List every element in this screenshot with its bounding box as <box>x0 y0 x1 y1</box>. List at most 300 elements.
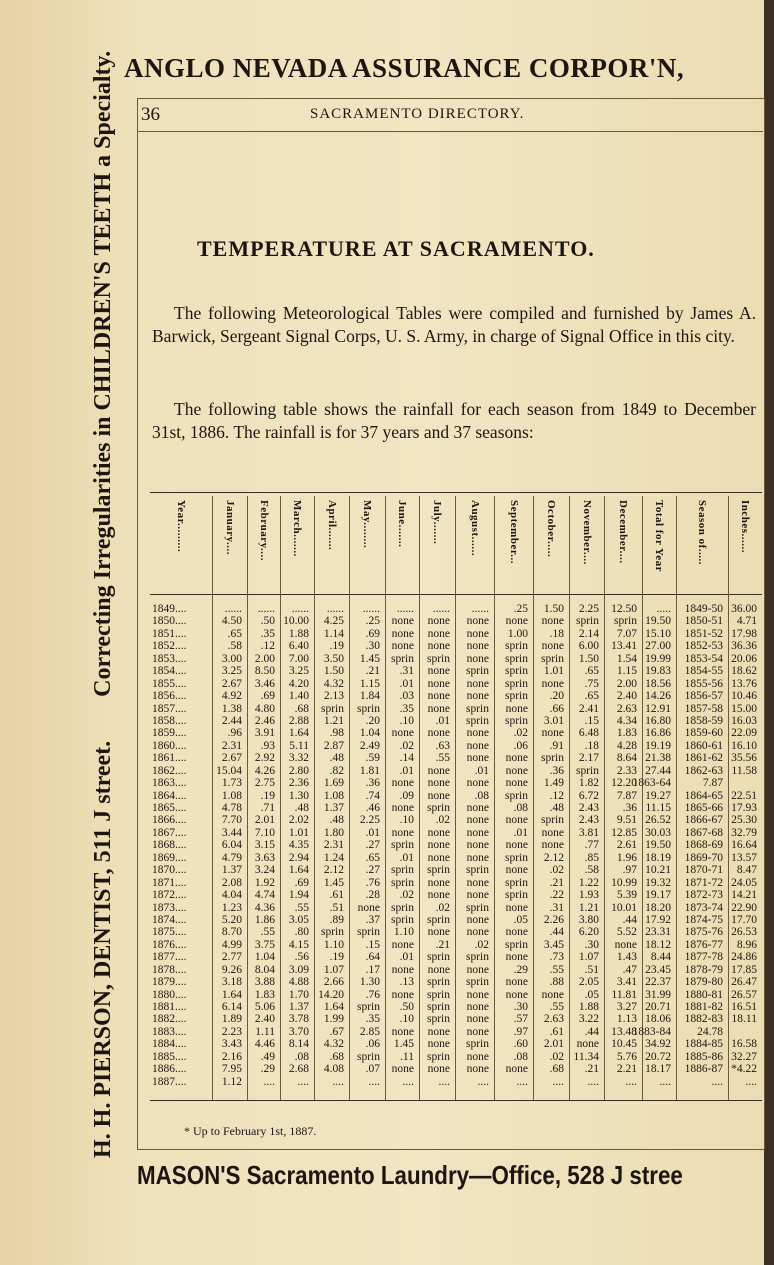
rainfall-cell: 6.48 <box>578 727 599 740</box>
rainfall-cell: 4.35 <box>288 839 309 852</box>
table-row <box>152 765 760 777</box>
rainfall-cell: 1.50 <box>578 652 599 665</box>
rainfall-cell: .... <box>438 1075 450 1088</box>
rainfall-cell: .08 <box>294 1050 309 1063</box>
rainfall-cell: .57 <box>513 1013 528 1026</box>
rainfall-cell: sprin <box>427 802 450 814</box>
rainfall-cell: none <box>391 938 414 951</box>
table-row <box>152 827 760 839</box>
rainfall-cell: 1.37 <box>323 802 344 814</box>
rainfall-cell: sprin <box>466 702 489 715</box>
rainfall-cell: 1.84 <box>359 690 380 703</box>
rainfall-cell: 2.13 <box>323 690 344 703</box>
year-cell: 1878.... <box>152 963 187 976</box>
rainfall-cell: 1.07 <box>578 951 599 964</box>
table-row <box>152 989 760 1001</box>
rainfall-cell: 4.71 <box>736 615 757 628</box>
rainfall-cell: .65 <box>584 665 599 678</box>
rainfall-cell: .75 <box>584 677 599 690</box>
rainfall-cell: .55 <box>549 1001 564 1013</box>
rainfall-cell: none <box>427 627 450 640</box>
rainfall-cell: .29 <box>260 1063 275 1076</box>
rainfall-cell: 3.43 <box>221 1038 242 1051</box>
rainfall-cell: sprin <box>505 652 528 665</box>
year-cell: 1877.... <box>152 951 187 964</box>
rainfall-cell: none <box>505 814 528 827</box>
rainfall-cell: 18.11 <box>731 1013 757 1026</box>
rainfall-cell: none <box>466 1025 489 1038</box>
rainfall-cell: 1.30 <box>288 789 309 802</box>
rainfall-cell: 17.85 <box>731 963 757 976</box>
rainfall-cell: .... <box>711 1075 723 1088</box>
rainfall-cell: .10 <box>399 714 414 727</box>
rainfall-cell: .58 <box>584 864 599 877</box>
rainfall-cell: 4.04 <box>221 889 242 902</box>
rainfall-cell: 18.06 <box>645 1013 671 1026</box>
table-row <box>152 628 760 640</box>
rainfall-cell: .35 <box>399 702 414 715</box>
rainfall-cell: 1.49 <box>543 777 564 790</box>
rainfall-cell: none <box>466 652 489 665</box>
rainfall-cell: .11 <box>400 1050 414 1063</box>
rainfall-cell: 2.41 <box>578 702 599 715</box>
rainfall-cell: 1.01 <box>288 826 309 839</box>
rainfall-cell: .30 <box>513 1001 528 1013</box>
rainfall-cell: 3.75 <box>254 938 275 951</box>
table-header-rule <box>150 594 762 595</box>
rainfall-cell: none <box>576 1038 599 1051</box>
rainfall-cell: none <box>466 690 489 703</box>
rainfall-cell: .47 <box>622 963 637 976</box>
page-number: 36 <box>141 104 160 125</box>
rainfall-cell: 1.73 <box>221 777 242 790</box>
rainfall-cell: .03 <box>399 690 414 703</box>
rainfall-cell: .89 <box>329 913 344 926</box>
rainfall-cell: 1853-54 <box>684 652 723 665</box>
rainfall-cell: 13.57 <box>731 851 757 864</box>
rainfall-cell: .... <box>297 1075 309 1088</box>
rainfall-cell: .48 <box>549 802 564 814</box>
rainfall-cell: sprin <box>541 752 564 765</box>
page-title: TEMPERATURE AT SACRAMENTO. <box>197 236 595 261</box>
rainfall-cell: 8.50 <box>254 665 275 678</box>
rainfall-cell: 15.00 <box>731 702 757 715</box>
rainfall-cell: .... <box>745 1075 757 1088</box>
rainfall-cell: .22 <box>549 889 564 902</box>
page-edge <box>764 0 774 1265</box>
table-column-header <box>324 500 344 592</box>
rainfall-cell: none <box>391 826 414 839</box>
rainfall-cell: .13 <box>399 976 414 989</box>
rainfall-cell: 2.68 <box>288 1063 309 1076</box>
year-cell: 1872.... <box>152 889 187 902</box>
rainfall-cell: 26.57 <box>731 988 757 1001</box>
rainfall-cell: 1855-56 <box>684 677 723 690</box>
rainfall-cell: .08 <box>513 1050 528 1063</box>
rainfall-cell: .59 <box>365 752 380 765</box>
rainfall-cell: .21 <box>584 1063 599 1076</box>
rainfall-cell: 5.06 <box>254 1001 275 1013</box>
rainfall-cell: 2.14 <box>578 627 599 640</box>
rainfall-cell: none <box>466 913 489 926</box>
rainfall-cell: .05 <box>513 913 528 926</box>
rainfall-cell: .68 <box>294 702 309 715</box>
rainfall-cell: 6.40 <box>288 640 309 653</box>
rainfall-cell: none <box>505 926 528 939</box>
column-header-label: December.... <box>617 500 629 564</box>
rainfall-cell: 19.99 <box>645 652 671 665</box>
rainfall-cell: 2.43 <box>578 802 599 814</box>
rainfall-cell: none <box>466 926 489 939</box>
rainfall-cell: none <box>427 690 450 703</box>
rainfall-cell: .80 <box>294 926 309 939</box>
rainfall-cell: none <box>427 727 450 740</box>
year-cell: 1852.... <box>152 640 187 653</box>
rainfall-cell: none <box>427 839 450 852</box>
table-row <box>152 1076 760 1088</box>
rainfall-cell: 3.45 <box>543 938 564 951</box>
rainfall-cell: none <box>391 1025 414 1038</box>
rainfall-cell: sprin <box>505 665 528 678</box>
rainfall-cell: 22.09 <box>731 727 757 740</box>
rainfall-cell: 2.05 <box>578 976 599 989</box>
table-row <box>152 1001 760 1013</box>
rainfall-cell: 14.20 <box>318 988 344 1001</box>
rainfall-cell: 17.92 <box>645 913 671 926</box>
rainfall-cell: 1.00 <box>507 627 528 640</box>
table-row <box>152 727 760 739</box>
rainfall-cell: 1.80 <box>323 826 344 839</box>
rainfall-cell: .12 <box>260 640 275 653</box>
table-row <box>152 1051 760 1063</box>
rainfall-cell: .60 <box>513 1038 528 1051</box>
rainfall-cell: .29 <box>513 963 528 976</box>
rainfall-cell: sprin <box>541 652 564 665</box>
rainfall-cell: .69 <box>365 627 380 640</box>
rainfall-cell: sprin <box>505 851 528 864</box>
rainfall-cell: 1867-68 <box>684 826 723 839</box>
rainfall-cell: .20 <box>549 690 564 703</box>
rainfall-cell: 1872-73 <box>684 889 723 902</box>
table-row <box>152 914 760 926</box>
rainfall-cell: none <box>427 851 450 864</box>
rainfall-cell: 34.92 <box>645 1038 671 1051</box>
year-cell: 1881.... <box>152 1001 187 1013</box>
rainfall-cell: none <box>391 627 414 640</box>
rainfall-cell: none <box>466 615 489 628</box>
column-header-label: September... <box>507 500 520 564</box>
rainfall-cell: none <box>541 727 564 740</box>
rainfall-cell: .48 <box>329 752 344 765</box>
rainfall-cell: .65 <box>584 690 599 703</box>
rainfall-cell: ...... <box>396 603 414 615</box>
rainfall-cell: 12.85 <box>611 826 637 839</box>
year-cell: 1865.... <box>152 802 187 814</box>
table-column-header <box>359 500 379 592</box>
rainfall-cell: 24.78 <box>697 1025 723 1038</box>
column-header-label: Year......... <box>175 500 187 553</box>
rainfall-cell: ...... <box>432 603 450 615</box>
rainfall-cell: sprin <box>357 1050 380 1063</box>
rainfall-cell: .20 <box>365 714 380 727</box>
rainfall-cell: .55 <box>549 963 564 976</box>
rainfall-cell: 3.18 <box>221 976 242 989</box>
rainfall-cell: 8.04 <box>254 963 275 976</box>
rainfall-cell: none <box>427 963 450 976</box>
rainfall-cell: 1875-76 <box>684 926 723 939</box>
top-advertisement: ANGLO NEVADA ASSURANCE CORPOR'N, <box>124 53 685 83</box>
rainfall-cell: none <box>427 777 450 790</box>
rainfall-cell: 1863-64 <box>632 777 671 790</box>
rainfall-cell: 3.80 <box>578 913 599 926</box>
column-header-label: March....... <box>291 500 303 557</box>
rainfall-cell: 23.45 <box>645 963 671 976</box>
rainfall-cell: .96 <box>227 727 242 740</box>
rainfall-cell: 7.07 <box>616 627 637 640</box>
rainfall-cell: 1878-79 <box>684 963 723 976</box>
rainfall-cell: none <box>466 727 489 740</box>
rainfall-cell: 2.94 <box>288 851 309 864</box>
table-row <box>152 703 760 715</box>
year-cell: 1870.... <box>152 864 187 877</box>
rainfall-cell: none <box>427 1063 450 1076</box>
rainfall-cell: 5.39 <box>616 889 637 902</box>
rainfall-cell: 2.49 <box>359 739 380 752</box>
rainfall-cell: 1851-52 <box>684 627 723 640</box>
rainfall-cell: .63 <box>435 739 450 752</box>
rainfall-cell: 1.83 <box>616 727 637 740</box>
table-row <box>152 615 760 627</box>
rainfall-cell: 2.01 <box>543 1038 564 1051</box>
rainfall-cell: 1.15 <box>359 677 380 690</box>
rainfall-cell: 18.17 <box>645 1063 671 1076</box>
rainfall-cell: ...... <box>471 603 489 615</box>
year-cell: 1849.... <box>152 603 187 615</box>
year-cell: 1851.... <box>152 627 187 640</box>
rainfall-cell: 3.50 <box>323 652 344 665</box>
rainfall-cell: 1.54 <box>616 652 637 665</box>
table-row <box>152 1026 760 1038</box>
rainfall-cell: 1.64 <box>323 1001 344 1013</box>
rainfall-cell: .93 <box>260 739 275 752</box>
rainfall-cell: 6.14 <box>221 1001 242 1013</box>
table-row <box>152 939 760 951</box>
rainfall-cell: none <box>427 640 450 653</box>
rainfall-cell: 4.20 <box>288 677 309 690</box>
rainfall-cell: 1.01 <box>543 665 564 678</box>
rainfall-cell: .02 <box>513 727 528 740</box>
rainfall-cell: .02 <box>549 1050 564 1063</box>
rainfall-cell: 3.63 <box>254 851 275 864</box>
rainfall-cell: none <box>427 702 450 715</box>
rainfall-cell: sprin <box>427 913 450 926</box>
rainfall-cell: .61 <box>549 1025 564 1038</box>
rainfall-cell: 2.31 <box>221 739 242 752</box>
rainfall-cell: .55 <box>260 926 275 939</box>
rainfall-cell: .55 <box>294 901 309 914</box>
rainfall-cell: .19 <box>329 951 344 964</box>
rainfall-cell: 4.74 <box>254 889 275 902</box>
rainfall-cell: 15.04 <box>216 764 242 777</box>
rainfall-cell: 4.32 <box>323 677 344 690</box>
rainfall-cell: .21 <box>365 665 380 678</box>
rainfall-cell: 32.79 <box>731 826 757 839</box>
rainfall-cell: .35 <box>365 1013 380 1026</box>
column-header-label: Inches...... <box>739 500 751 554</box>
rainfall-cell: none <box>466 739 489 752</box>
rainfall-cell: .48 <box>294 802 309 814</box>
rainfall-cell: 12.20 <box>611 777 637 790</box>
year-cell: 1855.... <box>152 677 187 690</box>
table-row <box>152 665 760 677</box>
year-cell: 1884.... <box>152 1038 187 1051</box>
rainfall-cell: 1.10 <box>393 926 414 939</box>
rainfall-cell: 1.07 <box>323 963 344 976</box>
rainfall-cell: 26.52 <box>645 814 671 827</box>
year-cell: 1866.... <box>152 814 187 827</box>
rainfall-cell: .50 <box>399 1001 414 1013</box>
rainfall-cell: sprin <box>466 1038 489 1051</box>
rainfall-cell: sprin <box>466 665 489 678</box>
rainfall-cell: 2.63 <box>616 702 637 715</box>
rainfall-cell: 3.81 <box>578 826 599 839</box>
rainfall-cell: 2.40 <box>616 690 637 703</box>
rainfall-cell: none <box>466 677 489 690</box>
rainfall-cell: 9.51 <box>616 814 637 827</box>
rainfall-cell: 2.16 <box>221 1050 242 1063</box>
rainfall-cell: 3.24 <box>254 864 275 877</box>
year-cell: 1859.... <box>152 727 187 740</box>
rainfall-cell: 1.64 <box>221 988 242 1001</box>
rainfall-cell: none <box>505 1063 528 1076</box>
table-column-header <box>222 500 242 592</box>
rainfall-cell: none <box>505 988 528 1001</box>
rainfall-cell: 4.32 <box>323 1038 344 1051</box>
rainfall-cell: 3.88 <box>254 976 275 989</box>
rainfall-cell: sprin <box>466 951 489 964</box>
rainfall-cell: 1.50 <box>543 603 564 615</box>
rainfall-cell: .69 <box>294 876 309 889</box>
rainfall-cell: 4.99 <box>221 938 242 951</box>
rainfall-cell: .19 <box>260 789 275 802</box>
rainfall-cell: sprin <box>466 976 489 989</box>
rainfall-cell: 1.88 <box>578 1001 599 1013</box>
rainfall-cell: .... <box>263 1075 275 1088</box>
rainfall-cell: none <box>391 802 414 814</box>
rainfall-cell: .10 <box>399 1013 414 1026</box>
rainfall-cell: sprin <box>357 926 380 939</box>
rainfall-cell: 24.86 <box>731 951 757 964</box>
rainfall-cell: 2.25 <box>578 603 599 615</box>
rainfall-cell: 1850-51 <box>684 615 723 628</box>
rainfall-cell: 3.41 <box>616 976 637 989</box>
table-row <box>152 715 760 727</box>
rainfall-cell: 2.40 <box>254 1013 275 1026</box>
year-cell: 1864.... <box>152 789 187 802</box>
rainfall-cell: none <box>391 615 414 628</box>
rainfall-cell: none <box>391 1063 414 1076</box>
table-row <box>152 926 760 938</box>
rainfall-cell: 1886-87 <box>684 1063 723 1076</box>
rainfall-cell: .48 <box>329 814 344 827</box>
rainfall-cell: .08 <box>474 789 489 802</box>
rainfall-cell: .25 <box>365 615 380 628</box>
table-column-header <box>429 500 449 592</box>
rainfall-cell: 2.33 <box>616 764 637 777</box>
rainfall-cell: .67 <box>329 1025 344 1038</box>
rainfall-cell: .65 <box>365 851 380 864</box>
rainfall-cell: 2.44 <box>221 714 242 727</box>
year-cell: 1879.... <box>152 976 187 989</box>
rainfall-cell: none <box>505 976 528 989</box>
rainfall-cell: 1849-50 <box>684 603 723 615</box>
year-cell: 1887.... <box>152 1075 187 1088</box>
rainfall-cell: .01 <box>513 826 528 839</box>
rainfall-cell: none <box>505 777 528 790</box>
rainfall-cell: .27 <box>365 839 380 852</box>
rainfall-cell: .73 <box>549 951 564 964</box>
rainfall-cell: ...... <box>362 603 380 615</box>
rainfall-cell: 10.00 <box>283 615 309 628</box>
rainfall-cell: .77 <box>584 839 599 852</box>
rainfall-cell: 18.19 <box>645 851 671 864</box>
rainfall-cell: sprin <box>576 615 599 628</box>
rainfall-cell: 11.58 <box>731 764 757 777</box>
rainfall-cell: 1869-70 <box>684 851 723 864</box>
rainfall-cell: sprin <box>427 1013 450 1026</box>
rainfall-cell: none <box>466 1013 489 1026</box>
rainfall-cell: .01 <box>399 951 414 964</box>
rainfall-cell: 16.80 <box>645 714 671 727</box>
rainfall-cell: 4.28 <box>616 739 637 752</box>
rainfall-cell: none <box>505 764 528 777</box>
table-row <box>152 839 760 851</box>
rainfall-cell: none <box>427 764 450 777</box>
rainfall-cell: 27.00 <box>645 640 671 653</box>
rainfall-paragraph: The following table shows the rainfall for each season from 1849 to December 31st, 1886. The rainfall is for 37 years and 37 seasons: <box>152 399 756 442</box>
rainfall-cell: 20.72 <box>645 1050 671 1063</box>
year-cell: 1868.... <box>152 839 187 852</box>
rainfall-cell: 4.15 <box>288 938 309 951</box>
rainfall-cell: 1865-66 <box>684 802 723 814</box>
rainfall-cell: 1.40 <box>288 690 309 703</box>
rainfall-cell: 2.85 <box>359 1025 380 1038</box>
rainfall-cell: .01 <box>399 677 414 690</box>
rainfall-cell: 1.45 <box>323 876 344 889</box>
rainfall-cell: 1.13 <box>616 1013 637 1026</box>
table-bottom-rule <box>150 1100 762 1101</box>
rainfall-cell: .01 <box>399 764 414 777</box>
rainfall-cell: .82 <box>329 764 344 777</box>
year-cell: 1876.... <box>152 938 187 951</box>
column-header-label: June....... <box>396 500 408 548</box>
rainfall-cell: 2.31 <box>323 839 344 852</box>
rainfall-cell: 1885-86 <box>684 1050 723 1063</box>
rainfall-cell: 12.50 <box>611 603 637 615</box>
rainfall-cell: 2.61 <box>616 839 637 852</box>
rainfall-cell: 35.56 <box>731 752 757 765</box>
left-advertisement <box>90 50 117 1158</box>
rainfall-cell: .... <box>332 1075 344 1088</box>
year-cell: 1871.... <box>152 876 187 889</box>
rainfall-cell: 1.93 <box>578 889 599 902</box>
year-cell: 1858.... <box>152 714 187 727</box>
rainfall-cell: sprin <box>541 814 564 827</box>
rainfall-cell: 1.70 <box>288 988 309 1001</box>
rainfall-cell: none <box>541 640 564 653</box>
rainfall-cell: .01 <box>399 851 414 864</box>
rainfall-cell: 3.70 <box>288 1025 309 1038</box>
